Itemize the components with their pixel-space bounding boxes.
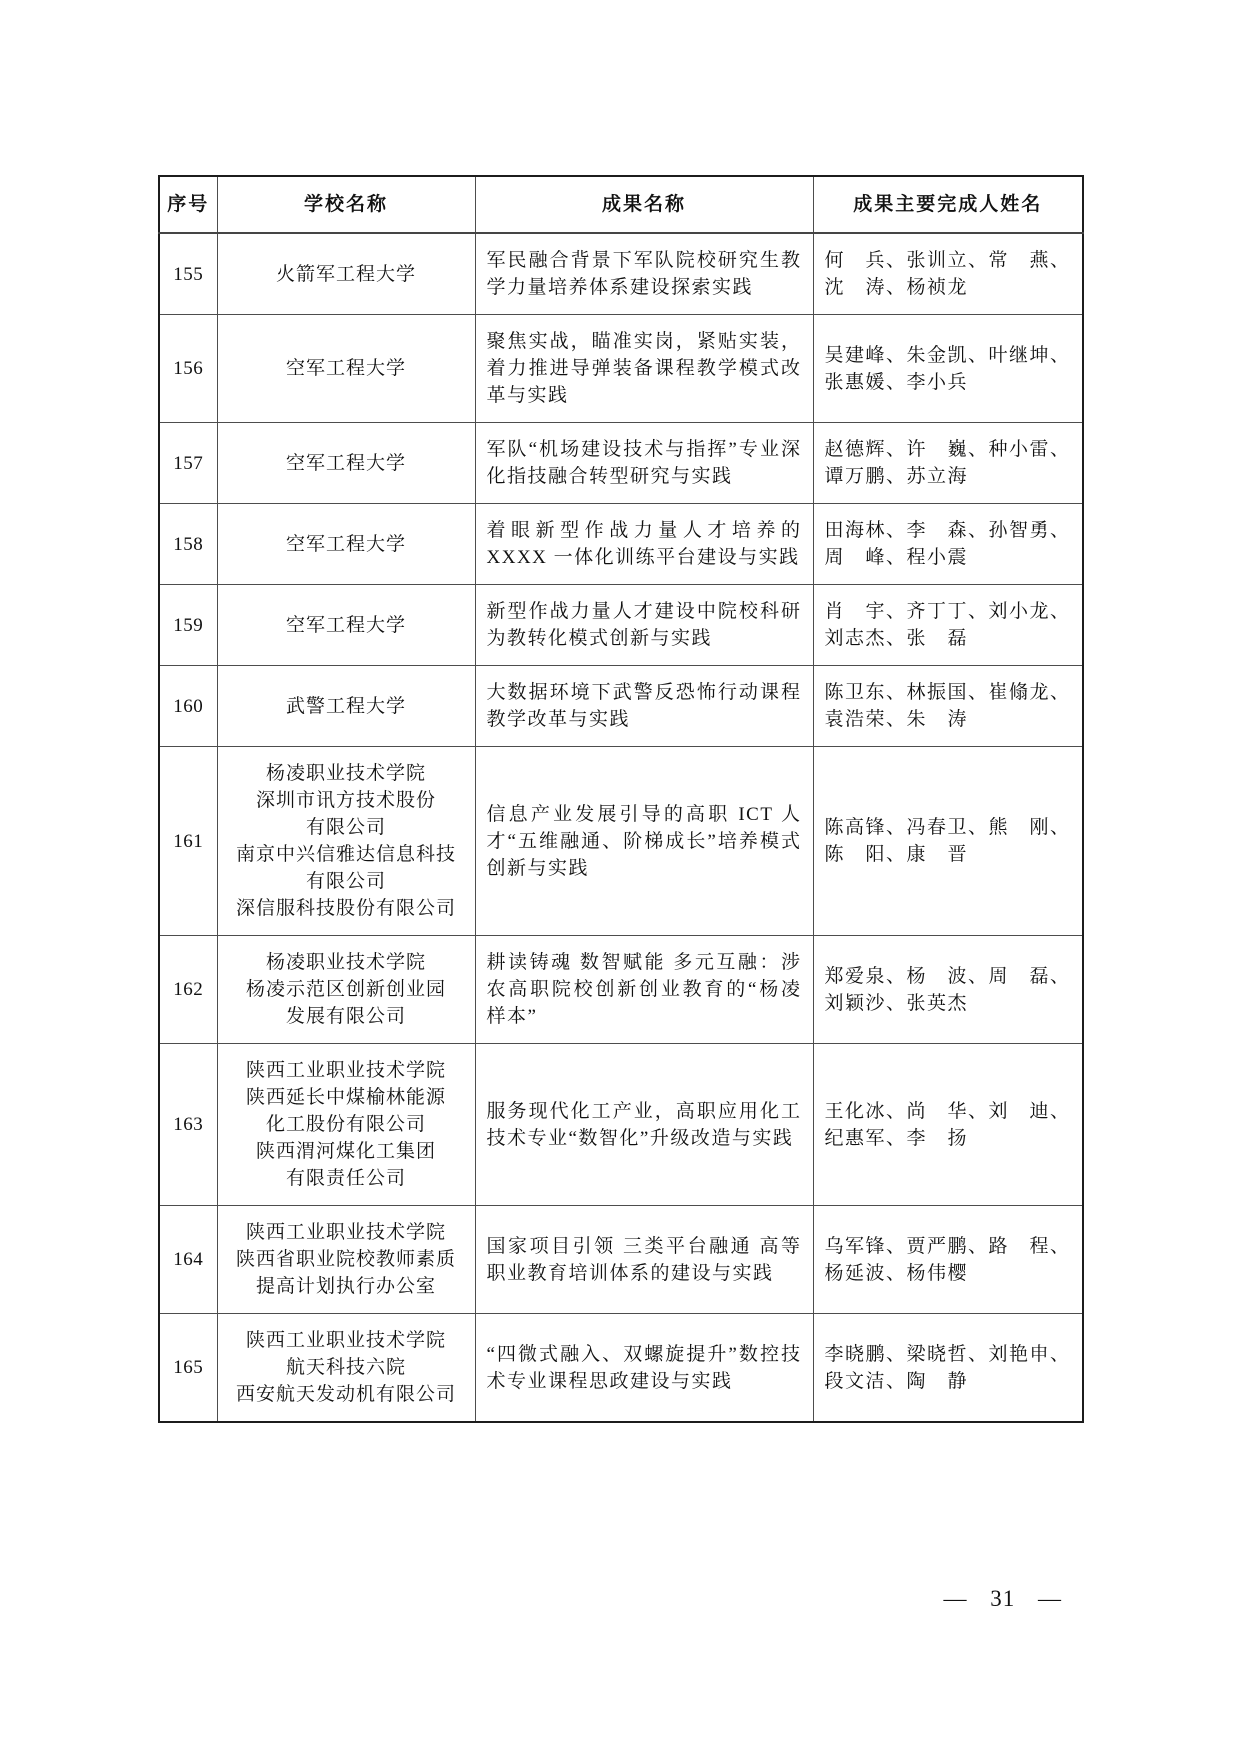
table-row [159,747,1083,936]
school-name [217,666,475,747]
header-result: 成果名称 [475,176,813,233]
table-row [159,1314,1083,1423]
results-table [158,175,1084,1423]
result-authors: 赵德辉、许 巍、种小雷、谭万鹏、苏立海 [813,423,1083,504]
school-name [217,747,475,936]
table-row [159,936,1083,1044]
result-authors: 何 兵、张训立、常 燕、沈 涛、杨祯龙 [813,233,1083,315]
page-number: — 31 — [943,1586,1062,1611]
row-number: 163 [159,1044,217,1206]
result-authors: 吴建峰、朱金凯、叶继坤、张惠媛、李小兵 [813,315,1083,423]
table-row [159,585,1083,666]
row-number: 157 [159,423,217,504]
table-row [159,233,1083,315]
header-authors: 成果主要完成人姓名 [813,176,1083,233]
row-number: 161 [159,747,217,936]
result-authors: 田海林、李 森、孙智勇、周 峰、程小震 [813,504,1083,585]
school-name [217,504,475,585]
result-name: 国家项目引领 三类平台融通 高等职业教育培训体系的建设与实践 [475,1206,813,1314]
result-name: 新型作战力量人才建设中院校科研为教转化模式创新与实践 [475,585,813,666]
result-name: 大数据环境下武警反恐怖行动课程教学改革与实践 [475,666,813,747]
result-name: 着眼新型作战力量人才培养的 XXXX 一体化训练平台建设与实践 [475,504,813,585]
result-name: 军民融合背景下军队院校研究生教学力量培养体系建设探索实践 [475,233,813,315]
row-number: 156 [159,315,217,423]
school-name-line: 杨凌职业技术学院 [265,952,426,973]
result-name: 服务现代化工产业，高职应用化工技术专业“数智化”升级改造与实践 [475,1044,813,1206]
result-name: 聚焦实战，瞄准实岗，紧贴实装，着力推进导弹装备课程教学模式改革与实践 [475,315,813,423]
school-name-line: 有限公司 [305,871,386,892]
school-name [217,1206,475,1314]
school-name [217,585,475,666]
row-number: 162 [159,936,217,1044]
table-header [159,176,1083,233]
header-school: 学校名称 [217,176,475,233]
table-row [159,666,1083,747]
table-row [159,423,1083,504]
school-name-line: 空军工程大学 [285,533,406,555]
school-name-line: 空军工程大学 [285,452,406,474]
school-name-line: 火箭军工程大学 [275,263,416,285]
row-number: 159 [159,585,217,666]
school-name-line: 陕西延长中煤榆林能源 [245,1087,446,1108]
result-authors: 郑爱泉、杨 波、周 磊、刘颖沙、张英杰 [813,936,1083,1044]
row-number: 165 [159,1314,217,1423]
result-name: “四微式融入、双螺旋提升”数控技术专业课程思政建设与实践 [475,1314,813,1423]
school-name-line: 有限公司 [305,817,386,838]
header-no: 序号 [159,176,217,233]
row-number: 164 [159,1206,217,1314]
school-name-line: 空军工程大学 [285,614,406,636]
result-authors: 乌军锋、贾严鹏、路 程、杨延波、杨伟樱 [813,1206,1083,1314]
school-name-line: 提高计划执行办公室 [255,1276,436,1297]
results-table-body [159,233,1083,1422]
result-authors: 陈卫东、林振国、崔翛龙、袁浩荣、朱 涛 [813,666,1083,747]
school-name-line: 陕西工业职业技术学院 [245,1222,446,1243]
school-name-line: 陕西渭河煤化工集团 [255,1141,436,1162]
school-name-line: 航天科技六院 [285,1357,406,1378]
school-name [217,936,475,1044]
table-row [159,1206,1083,1314]
school-name-line: 武警工程大学 [285,695,406,717]
result-authors: 陈高锋、冯春卫、熊 刚、陈 阳、康 晋 [813,747,1083,936]
school-name-line: 陕西工业职业技术学院 [245,1330,446,1351]
row-number: 160 [159,666,217,747]
school-name [217,233,475,315]
table-row [159,315,1083,423]
school-name [217,1044,475,1206]
school-name-line: 杨凌职业技术学院 [265,763,426,784]
table-row [159,504,1083,585]
school-name-line: 化工股份有限公司 [265,1114,426,1135]
school-name-line: 深圳市讯方技术股份 [255,790,436,811]
row-number: 155 [159,233,217,315]
result-name: 耕读铸魂 数智赋能 多元互融：涉农高职院校创新创业教育的“杨凌样本” [475,936,813,1044]
school-name [217,315,475,423]
school-name-line: 陕西省职业院校教师素质 [235,1249,456,1270]
row-number: 158 [159,504,217,585]
school-name-line: 南京中兴信雅达信息科技 [235,844,456,865]
school-name-line: 陕西工业职业技术学院 [245,1060,446,1081]
result-authors: 王化冰、尚 华、刘 迪、纪惠军、李 扬 [813,1044,1083,1206]
school-name-line: 空军工程大学 [285,358,406,379]
result-name: 军队“机场建设技术与指挥”专业深化指技融合转型研究与实践 [475,423,813,504]
school-name-line: 深信服科技股份有限公司 [235,898,456,919]
result-authors: 肖 宇、齐丁丁、刘小龙、刘志杰、张 磊 [813,585,1083,666]
school-name-line: 西安航天发动机有限公司 [235,1384,456,1405]
school-name-line: 杨凌示范区创新创业园 [245,979,446,1000]
school-name-line: 发展有限公司 [285,1006,406,1027]
result-authors: 李晓鹏、梁晓哲、刘艳申、段文洁、陶 静 [813,1314,1083,1423]
school-name [217,1314,475,1423]
school-name [217,423,475,504]
table-row [159,1044,1083,1206]
school-name-line: 有限责任公司 [285,1168,406,1189]
result-name: 信息产业发展引导的高职 ICT 人才“五维融通、阶梯成长”培养模式创新与实践 [475,747,813,936]
